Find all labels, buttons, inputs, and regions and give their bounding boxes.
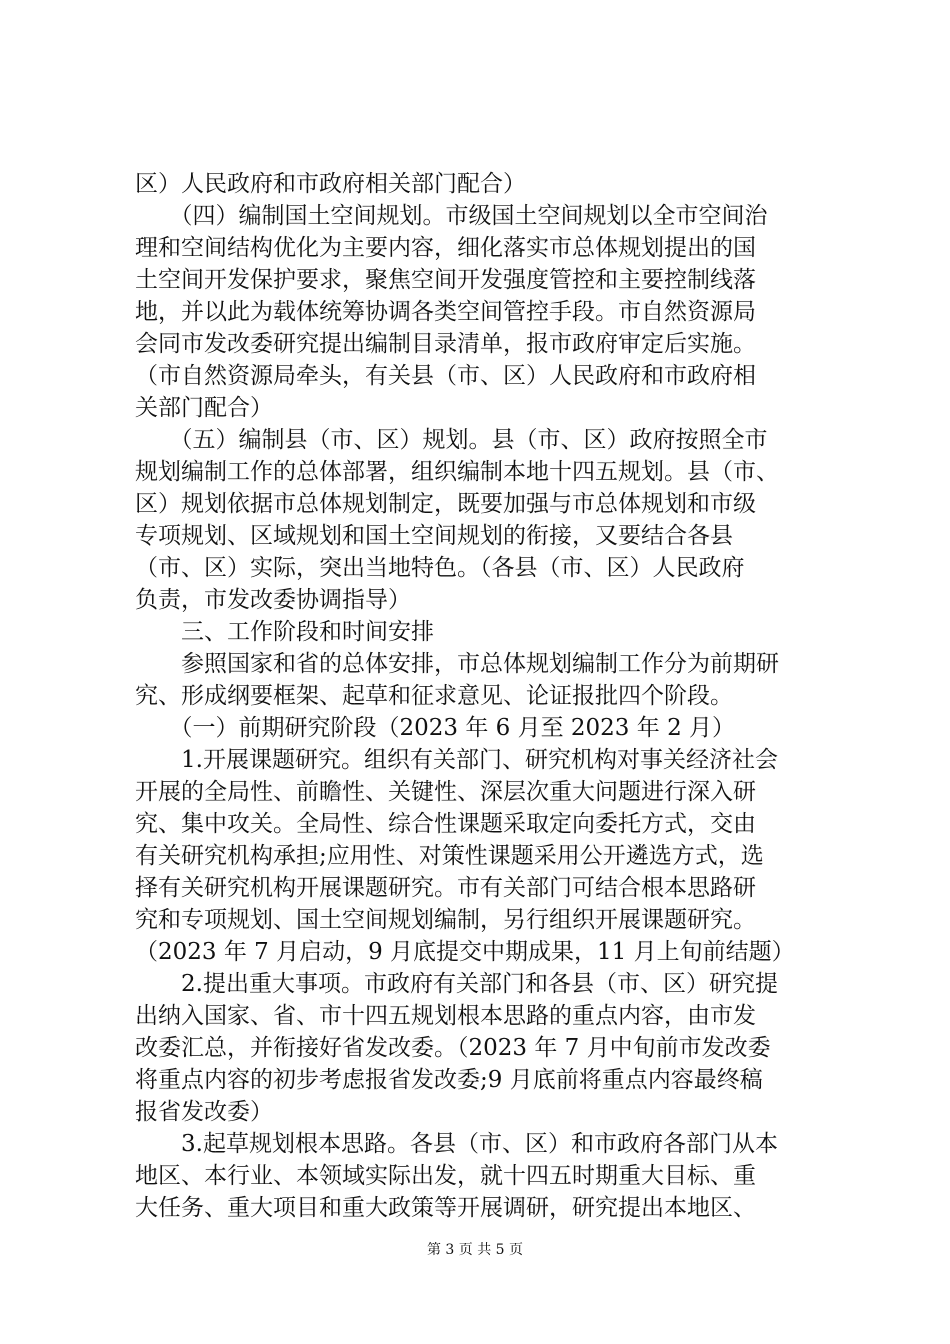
text-line: （五）编制县（市、区）规划。县（市、区）政府按照全市 bbox=[135, 427, 768, 453]
text-line: 关部门配合） bbox=[135, 395, 273, 421]
text-line: 1.开展课题研究。组织有关部门、研究机构对事关经济社会 bbox=[135, 747, 778, 773]
text-line: （市、区）实际，突出当地特色。（各县（市、区）人民政府 bbox=[135, 555, 745, 581]
text-line: 理和空间结构优化为主要内容，细化落实市总体规划提出的国 bbox=[135, 235, 756, 261]
text-line: 地，并以此为载体统筹协调各类空间管控手段。市自然资源局 bbox=[135, 299, 756, 325]
body-text bbox=[135, 168, 835, 1224]
text-line: 会同市发改委研究提出编制目录清单，报市政府审定后实施。 bbox=[135, 331, 756, 357]
text-line: 大任务、重大项目和重大政策等开展调研，研究提出本地区、 bbox=[135, 1195, 756, 1221]
text-line: 出纳入国家、省、市十四五规划根本思路的重点内容，由市发 bbox=[135, 1003, 756, 1029]
text-line: 2.提出重大事项。市政府有关部门和各县（市、区）研究提 bbox=[135, 971, 778, 997]
text-line: 专项规划、区域规划和国土空间规划的衔接，又要结合各县 bbox=[135, 523, 733, 549]
text-line: 报省发改委） bbox=[135, 1099, 273, 1125]
text-line: 择有关研究机构开展课题研究。市有关部门可结合根本思路研 bbox=[135, 875, 756, 901]
text-line: 究、集中攻关。全局性、综合性课题采取定向委托方式，交由 bbox=[135, 811, 756, 837]
text-line: 究、形成纲要框架、起草和征求意见、论证报批四个阶段。 bbox=[135, 683, 733, 709]
page-footer: 第 3 页 共 5 页 bbox=[426, 1242, 524, 1258]
text-line: 开展的全局性、前瞻性、关键性、深层次重大问题进行深入研 bbox=[135, 779, 756, 805]
text-line: （2023 年 7 月启动，9 月底提交中期成果，11 月上旬前结题） bbox=[135, 939, 795, 965]
text-line: （四）编制国土空间规划。市级国土空间规划以全市空间治 bbox=[135, 203, 768, 229]
text-line: 地区、本行业、本领域实际出发，就十四五时期重大目标、重 bbox=[135, 1163, 756, 1189]
text-line: 有关研究机构承担;应用性、对策性课题采用公开遴选方式，选 bbox=[135, 843, 764, 869]
text-line: 3.起草规划根本思路。各县（市、区）和市政府各部门从本 bbox=[135, 1131, 778, 1157]
text-line: 将重点内容的初步考虑报省发改委;9 月底前将重点内容最终稿 bbox=[135, 1067, 763, 1093]
text-line: （一）前期研究阶段（2023 年 6 月至 2023 年 2 月） bbox=[135, 715, 736, 741]
text-line: 究和专项规划、国土空间规划编制，另行组织开展课题研究。 bbox=[135, 907, 756, 933]
text-line: （市自然资源局牵头，有关县（市、区）人民政府和市政府相 bbox=[135, 363, 756, 389]
text-line: 规划编制工作的总体部署，组织编制本地十四五规划。县（市、 bbox=[135, 459, 779, 485]
text-line: 三、工作阶段和时间安排 bbox=[135, 619, 434, 645]
text-line: 负责，市发改委协调指导） bbox=[135, 587, 411, 613]
text-line: 参照国家和省的总体安排，市总体规划编制工作分为前期研 bbox=[135, 651, 779, 677]
text-line: 区）人民政府和市政府相关部门配合） bbox=[135, 171, 526, 197]
text-line: 改委汇总，并衔接好省发改委。（2023 年 7 月中旬前市发改委 bbox=[135, 1035, 771, 1061]
text-line: 土空间开发保护要求，聚焦空间开发强度管控和主要控制线落 bbox=[135, 267, 756, 293]
text-line: 区）规划依据市总体规划制定，既要加强与市总体规划和市级 bbox=[135, 491, 756, 517]
